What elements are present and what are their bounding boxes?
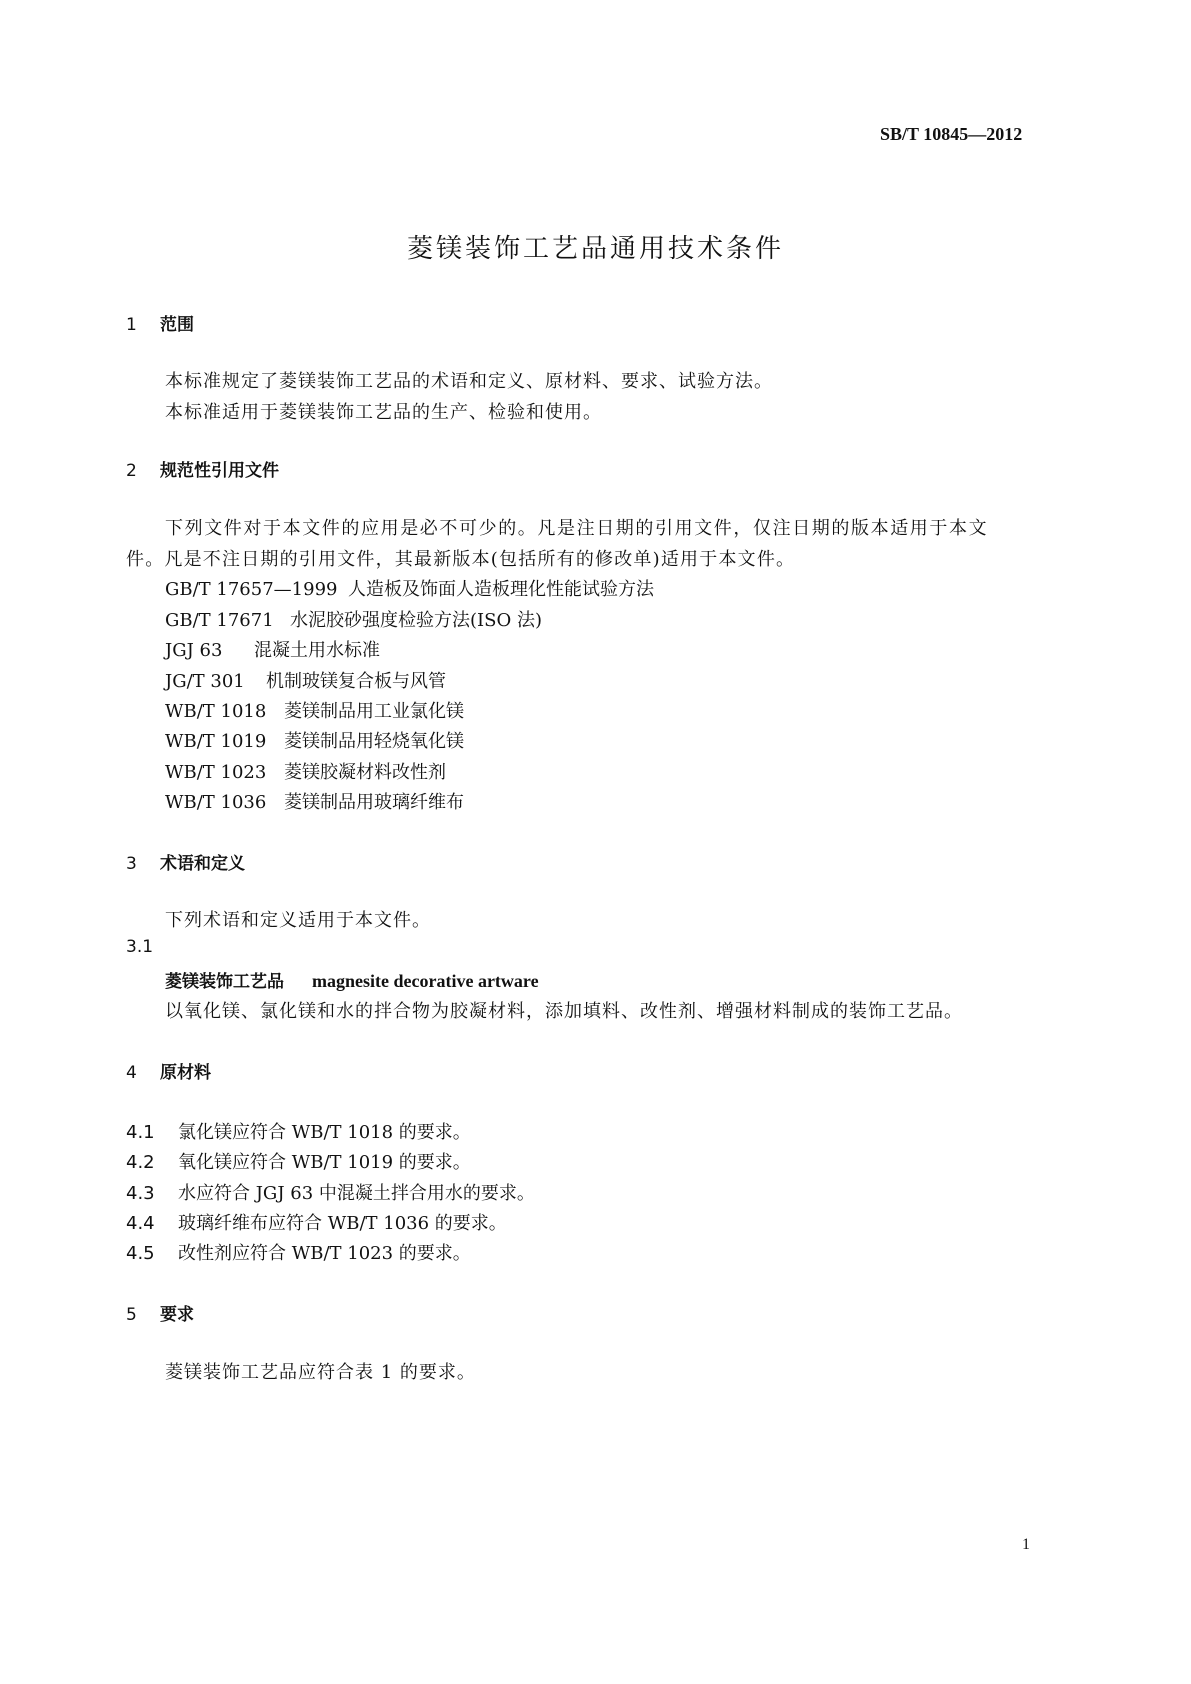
section-heading-2: 2 规范性引用文件 xyxy=(126,461,279,481)
reference-item: GB/T 17657—1999 人造板及饰面人造板理化性能试验方法 xyxy=(165,579,654,600)
section-heading-5: 5 要求 xyxy=(126,1305,194,1325)
paragraph: 菱镁装饰工艺品应符合表 1 的要求。 xyxy=(165,1362,476,1383)
list-item: 4.3 水应符合 JGJ 63 中混凝土拌合用水的要求。 xyxy=(126,1183,535,1204)
term-definition: 以氧化镁、氯化镁和水的拌合物为胶凝材料，添加填料、改性剂、增强材料制成的装饰工艺品。 xyxy=(165,1001,963,1022)
reference-item: WB/T 1036 菱镁制品用玻璃纤维布 xyxy=(165,792,464,813)
reference-item: JG/T 301 机制玻镁复合板与风管 xyxy=(165,671,446,692)
paragraph: 件。凡是不注日期的引用文件，其最新版本(包括所有的修改单)适用于本文件。 xyxy=(126,549,796,570)
list-item: 4.5 改性剂应符合 WB/T 1023 的要求。 xyxy=(126,1243,471,1264)
page-number: 1 xyxy=(1022,1536,1030,1553)
reference-item: WB/T 1023 菱镁胶凝材料改性剂 xyxy=(165,762,446,783)
section-heading-1: 1 范围 xyxy=(126,315,194,335)
list-item: 4.1 氯化镁应符合 WB/T 1018 的要求。 xyxy=(126,1122,471,1143)
reference-item: JGJ 63 混凝土用水标准 xyxy=(165,640,380,661)
paragraph: 本标准规定了菱镁装饰工艺品的术语和定义、原材料、要求、试验方法。 xyxy=(165,371,773,392)
document-title: 菱镁装饰工艺品通用技术条件 xyxy=(406,234,784,264)
list-item: 4.2 氧化镁应符合 WB/T 1019 的要求。 xyxy=(126,1152,471,1173)
paragraph: 下列文件对于本文件的应用是必不可少的。凡是注日期的引用文件，仅注日期的版本适用于本文 xyxy=(165,518,989,539)
standard-number: SB/T 10845—2012 xyxy=(880,124,1023,144)
reference-item: WB/T 1018 菱镁制品用工业氯化镁 xyxy=(165,701,464,722)
term-title: 菱镁装饰工艺品 magnesite decorative artware xyxy=(165,971,539,992)
reference-item: GB/T 17671 水泥胶砂强度检验方法(ISO 法) xyxy=(165,610,542,631)
section-heading-3: 3 术语和定义 xyxy=(126,854,245,874)
paragraph: 本标准适用于菱镁装饰工艺品的生产、检验和使用。 xyxy=(165,402,602,423)
list-item: 4.4 玻璃纤维布应符合 WB/T 1036 的要求。 xyxy=(126,1213,507,1234)
section-heading-4: 4 原材料 xyxy=(126,1063,211,1083)
term-number: 3.1 xyxy=(126,937,154,957)
paragraph: 下列术语和定义适用于本文件。 xyxy=(165,910,431,931)
reference-item: WB/T 1019 菱镁制品用轻烧氧化镁 xyxy=(165,731,464,752)
